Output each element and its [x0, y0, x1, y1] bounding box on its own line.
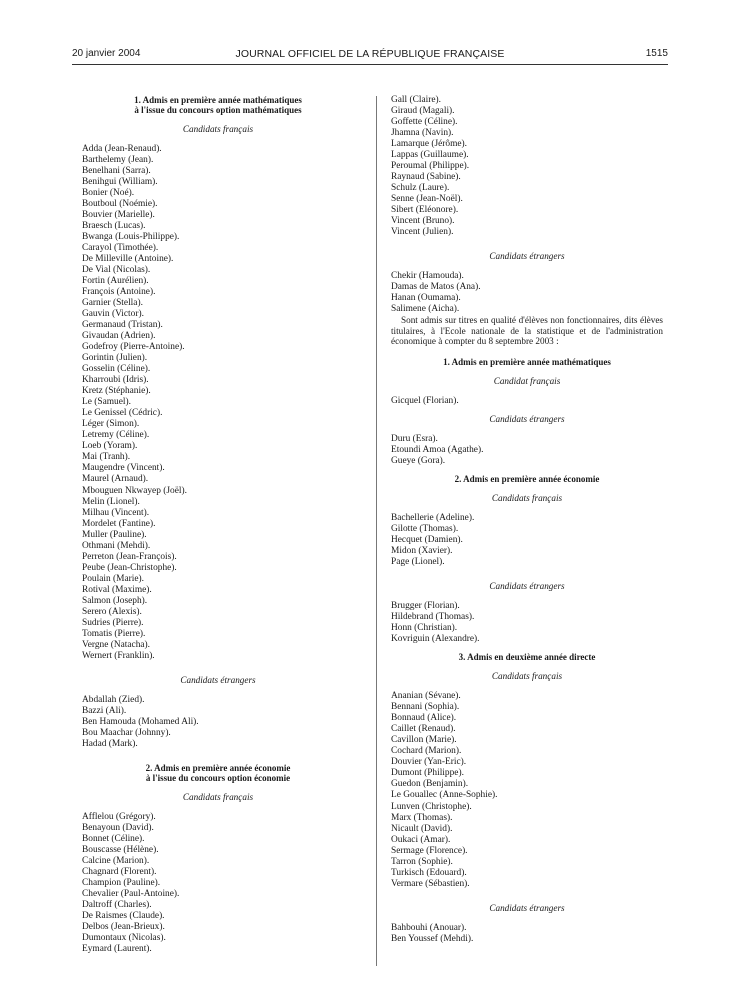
candidate-entry: Chekir (Hamouda).	[391, 271, 464, 282]
candidate-entry: Léger (Simon).	[82, 419, 140, 430]
candidate-list	[82, 812, 354, 955]
candidate-entry: Lamarque (Jérôme).	[391, 139, 468, 150]
candidate-entry: Carayol (Timothée).	[82, 243, 159, 254]
candidate-list	[391, 923, 663, 945]
candidate-list	[82, 695, 354, 750]
candidate-entry: Gauvin (Victor).	[82, 309, 144, 320]
section-heading	[82, 763, 354, 783]
candidate-entry: Page (Lionel).	[391, 557, 445, 568]
section-title: 2. Admis en première année économie	[145, 762, 291, 773]
column-divider	[376, 96, 377, 966]
candidate-entry: Sermage (Florence).	[391, 845, 468, 856]
candidate-entry: Caillet (Renaud).	[391, 724, 456, 735]
section-title: 2. Admis en première année économie	[454, 474, 600, 485]
candidate-list	[391, 691, 663, 889]
candidate-entry: Bou Maachar (Johnny).	[82, 727, 171, 738]
candidate-entry: Maugendre (Vincent).	[82, 463, 165, 474]
header-page-number: 1515	[645, 48, 668, 59]
candidate-entry: Ben Youssef (Mehdi).	[391, 933, 474, 944]
candidate-entry: Fortin (Aurélien).	[82, 276, 149, 287]
candidate-entry: Germanaud (Tristan).	[82, 320, 163, 331]
candidate-entry: Benayoun (David).	[82, 822, 154, 833]
candidate-entry: De Raismes (Claude).	[82, 911, 165, 921]
candidate-entry: Bonier (Noé).	[82, 188, 135, 199]
candidate-entry: Giraud (Magali).	[391, 106, 455, 117]
candidate-entry: Damas de Matos (Ana).	[391, 282, 481, 293]
candidate-entry: Sibert (Eléonore).	[391, 205, 459, 216]
candidate-entry: Hecquet (Damien).	[391, 535, 463, 546]
candidate-entry: Vincent (Julien).	[391, 227, 454, 238]
header-journal-title: JOURNAL OFFICIEL DE LA RÉPUBLIQUE FRANÇAISE	[235, 48, 505, 60]
candidate-entry: Mbouguen Nkwayep (Joël).	[82, 485, 187, 496]
candidate-entry: Rotival (Maxime).	[82, 584, 152, 595]
candidate-entry: Chevalier (Paul-Antoine).	[82, 888, 180, 899]
candidate-entry: Gueye (Gora).	[391, 456, 446, 467]
candidate-entry: Perreton (Jean-François).	[82, 551, 177, 562]
candidate-entry: Peube (Jean-Christophe).	[82, 562, 177, 573]
header-date: 20 janvier 2004	[72, 48, 141, 59]
candidate-entry: Le Gouallec (Anne-Sophie).	[391, 790, 498, 801]
candidate-entry: Bachellerie (Adeline).	[391, 513, 475, 524]
candidates-french-label: Candidat français	[493, 376, 561, 387]
candidate-entry: Abdallah (Zied).	[82, 694, 145, 705]
candidates-foreign-label: Candidats étrangers	[489, 251, 565, 262]
candidate-entry: Dumont (Philippe).	[391, 768, 464, 779]
admission-paragraph: Sont admis sur titres en qualité d'élèves non fonctionnaires, dits élèves titulaires, à l'Ecole nationale de la statistique et de l'administration économique à compter du 8 septembre 2003 :	[391, 315, 663, 347]
candidate-entry: Givaudan (Adrien).	[82, 331, 156, 342]
candidate-entry: Etoundi Amoa (Agathe).	[391, 445, 484, 456]
candidate-entry: Kovriguin (Alexandre).	[391, 634, 480, 645]
candidates-french-label: Candidats français	[491, 671, 563, 682]
candidate-entry: Hanan (Oumama).	[391, 293, 461, 304]
candidate-entry: Poulain (Marie).	[82, 573, 144, 584]
candidate-entry: Wernert (Franklin).	[82, 650, 155, 661]
candidate-entry: Vincent (Bruno).	[391, 216, 455, 227]
candidate-entry: Le (Samuel).	[82, 397, 131, 408]
candidate-entry: Daltroff (Charles).	[82, 899, 152, 910]
candidate-entry: Calcine (Marion).	[82, 855, 150, 866]
candidate-entry: Mordelet (Fantine).	[82, 518, 156, 529]
candidate-entry: Vermare (Sébastien).	[391, 878, 470, 889]
section-title: 1. Admis en première année mathématiques	[443, 357, 611, 368]
candidate-entry: François (Antoine).	[82, 287, 156, 298]
candidate-entry: Schulz (Laure).	[391, 183, 450, 194]
candidate-entry: Guedon (Benjamin).	[391, 779, 469, 790]
candidate-entry: Gicquel (Florian).	[391, 396, 459, 407]
candidate-entry: Gilotte (Thomas).	[391, 524, 459, 535]
candidates-foreign-label: Candidats étrangers	[180, 674, 256, 685]
candidate-entry: Salmon (Joseph).	[82, 595, 148, 606]
left-column	[82, 95, 354, 955]
candidate-entry: Afflelou (Grégory).	[82, 811, 156, 822]
candidate-list	[391, 601, 663, 645]
candidate-entry: Hildebrand (Thomas).	[391, 612, 475, 623]
candidate-entry: Douvier (Yan-Eric).	[391, 757, 467, 768]
page-header	[72, 48, 668, 64]
candidate-list	[391, 434, 663, 467]
candidate-entry: Melin (Lionel).	[82, 496, 140, 507]
candidate-entry: Ananian (Sévane).	[391, 691, 461, 702]
candidate-entry: Vergne (Natacha).	[82, 639, 151, 650]
candidate-entry: Gorintin (Julien).	[82, 353, 148, 364]
candidate-entry: Adda (Jean-Renaud).	[82, 144, 162, 155]
candidates-foreign-label: Candidats étrangers	[489, 902, 565, 913]
candidate-entry: Braesch (Lucas).	[82, 221, 146, 232]
candidates-french-label: Candidats français	[182, 124, 254, 134]
candidate-entry: Boutboul (Noémie).	[82, 199, 158, 210]
candidates-french-label: Candidats français	[182, 791, 254, 802]
candidates-french-label: Candidats français	[491, 493, 563, 504]
candidate-entry: Senne (Jean-Noël).	[391, 194, 463, 205]
candidate-entry: Othmani (Mehdi).	[82, 540, 151, 551]
section-title: 3. Admis en deuxième année directe	[458, 652, 596, 663]
candidate-entry: Dumontaux (Nicolas).	[82, 933, 166, 944]
candidate-entry: Turkisch (Edouard).	[391, 867, 467, 878]
section-subtitle: à l'issue du concours option mathématiques	[134, 105, 302, 115]
candidate-entry: Gosselin (Céline).	[82, 364, 151, 375]
candidate-entry: Garnier (Stella).	[82, 298, 143, 309]
candidate-entry: Eymard (Laurent).	[82, 944, 152, 955]
candidate-entry: Cochard (Marion).	[391, 746, 462, 757]
candidate-entry: Delbos (Jean-Brieux).	[82, 922, 165, 933]
candidate-entry: Bazzi (Ali).	[82, 705, 127, 716]
candidates-foreign-label: Candidats étrangers	[489, 581, 565, 592]
candidate-entry: Bouvier (Marielle).	[82, 210, 155, 221]
candidate-entry: Tarron (Sophie).	[391, 856, 453, 867]
candidate-entry: Serero (Alexis).	[82, 606, 142, 617]
right-column	[391, 95, 663, 945]
candidate-entry: Chagnard (Florent).	[82, 866, 157, 877]
candidate-entry: Goffette (Céline).	[391, 117, 458, 128]
candidate-entry: Maurel (Arnaud).	[82, 474, 149, 485]
candidate-entry: Bonnaud (Alice).	[391, 713, 457, 724]
candidate-entry: Bouscasse (Hélène).	[82, 844, 159, 855]
candidate-entry: Gall (Claire).	[391, 95, 441, 105]
candidate-entry: Kretz (Stéphanie).	[82, 386, 151, 397]
candidate-entry: Le Genissel (Cédric).	[82, 408, 163, 419]
candidate-entry: Duru (Esra).	[391, 434, 438, 445]
candidate-entry: Bennani (Sophia).	[391, 702, 460, 713]
header-rule	[72, 64, 668, 65]
candidate-entry: Godefroy (Pierre-Antoine).	[82, 342, 185, 353]
candidate-entry: Letremy (Céline).	[82, 430, 150, 441]
candidate-entry: Sudries (Pierre).	[82, 617, 144, 628]
candidate-entry: Loeb (Yoram).	[82, 441, 138, 452]
candidate-entry: Oukaci (Amar).	[391, 834, 451, 845]
candidate-entry: Benelhani (Sarra).	[82, 166, 151, 177]
candidate-entry: Marx (Thomas).	[391, 812, 453, 823]
candidate-entry: De Milleville (Antoine).	[82, 254, 174, 265]
section-subtitle: à l'issue du concours option économie	[145, 772, 291, 783]
candidate-entry: Ben Hamouda (Mohamed Ali).	[82, 716, 199, 727]
candidate-entry: Milhau (Vincent).	[82, 507, 150, 518]
candidate-list	[82, 144, 354, 662]
section-heading	[82, 95, 354, 115]
candidate-list	[391, 396, 663, 407]
candidate-entry: Muller (Pauline).	[82, 529, 147, 540]
candidate-entry: Champion (Pauline).	[82, 877, 161, 888]
candidate-entry: Cavillon (Marie).	[391, 735, 457, 746]
candidate-entry: Brugger (Florian).	[391, 601, 460, 612]
candidate-entry: Bwanga (Louis-Philippe).	[82, 232, 180, 243]
candidate-entry: Hadad (Mark).	[82, 738, 138, 749]
candidate-entry: Lappas (Guillaume).	[391, 150, 469, 161]
candidate-list	[391, 95, 663, 238]
candidate-entry: Peroumal (Philippe).	[391, 161, 470, 172]
candidate-entry: Bahbouhi (Anouar).	[391, 922, 467, 933]
candidate-entry: Bonnet (Céline).	[82, 833, 145, 844]
candidate-entry: Tomatis (Pierre).	[82, 628, 146, 639]
candidate-entry: Honn (Christian).	[391, 623, 458, 634]
candidate-entry: Jhamna (Navin).	[391, 128, 454, 139]
candidate-entry: Midon (Xavier).	[391, 546, 453, 557]
candidate-entry: Kharroubi (Idris).	[82, 375, 149, 386]
candidate-entry: De Vial (Nicolas).	[82, 265, 151, 276]
candidate-entry: Lunven (Christophe).	[391, 801, 472, 812]
candidate-entry: Nicault (David).	[391, 823, 453, 834]
candidate-entry: Mai (Tranh).	[82, 452, 131, 463]
candidate-entry: Benihgui (William).	[82, 177, 158, 188]
candidate-entry: Salimene (Aicha).	[391, 304, 460, 315]
candidates-foreign-label: Candidats étrangers	[489, 414, 565, 425]
candidate-entry: Barthelemy (Jean).	[82, 155, 154, 166]
candidate-list	[391, 271, 663, 315]
section-title: 1. Admis en première année mathématiques	[134, 95, 302, 105]
candidate-list	[391, 513, 663, 568]
candidate-entry: Raynaud (Sabine).	[391, 172, 461, 183]
